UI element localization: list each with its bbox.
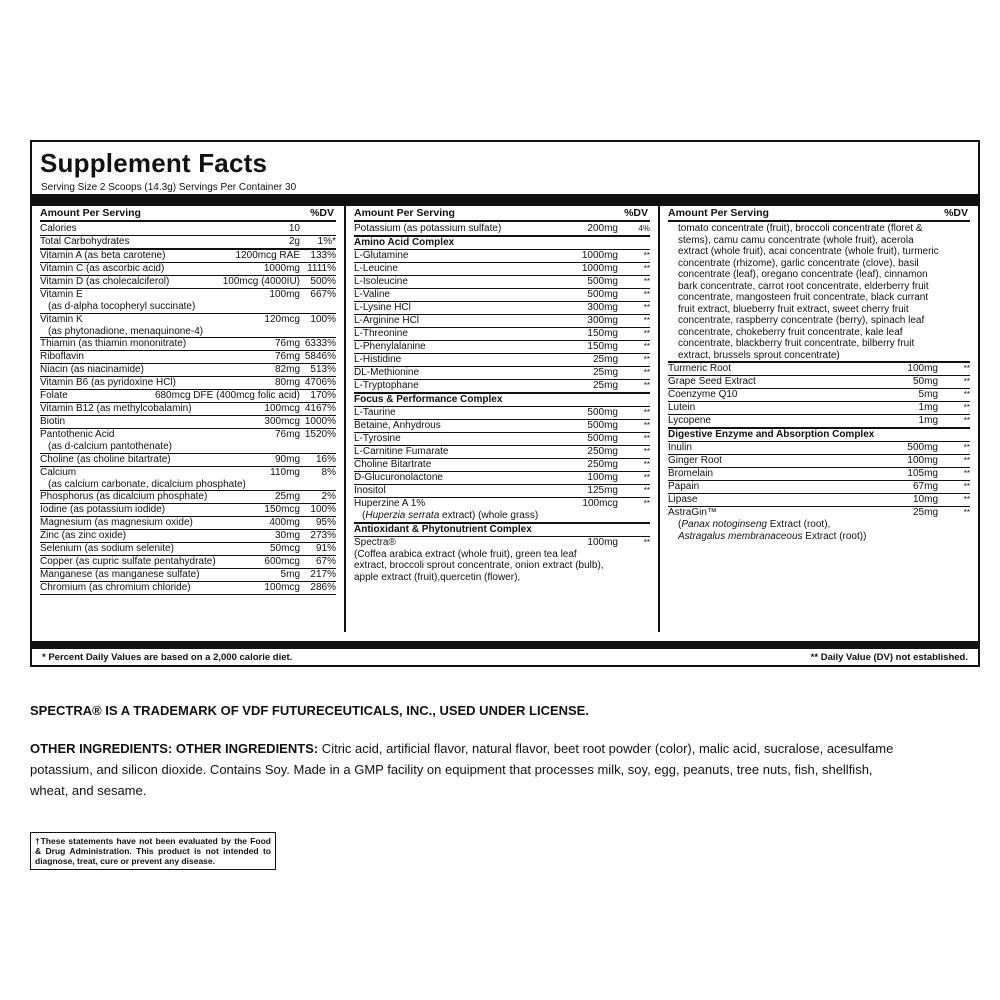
nutrient-dv: 4167% bbox=[304, 403, 336, 414]
nutrient-amount: 500mg bbox=[587, 420, 618, 431]
nutrient-row bbox=[40, 467, 336, 479]
nutrient-name: Lycopene bbox=[668, 415, 711, 426]
nutrient-amount: 100mcg bbox=[264, 403, 300, 414]
astragin-source-text-2: Extract (root)) bbox=[802, 530, 867, 542]
nutrient-name: L-Tyrosine bbox=[354, 433, 401, 444]
nutrient-dv: ** bbox=[963, 508, 970, 517]
nutrient-row bbox=[354, 498, 650, 510]
nutrient-name: Chromium (as chromium chloride) bbox=[40, 582, 191, 593]
nutrient-name: L-Histidine bbox=[354, 354, 402, 365]
panel-title: Supplement Facts bbox=[40, 148, 268, 178]
nutrient-amount: 300mcg bbox=[264, 416, 300, 427]
section-title-amino: Amino Acid Complex bbox=[354, 237, 650, 250]
nutrient-dv: 2% bbox=[321, 491, 336, 502]
nutrient-row bbox=[354, 537, 650, 549]
nutrient-name: Spectra® bbox=[354, 536, 396, 548]
nutrient-dv: 6333% bbox=[304, 338, 336, 349]
nutrient-row bbox=[40, 250, 336, 263]
nutrient-dv: ** bbox=[643, 329, 650, 338]
nutrient-dv: 133% bbox=[310, 250, 336, 261]
nutrient-row bbox=[354, 341, 650, 354]
nutrient-name: L-Phenylalanine bbox=[354, 341, 426, 352]
nutrient-name: Vitamin B6 (as pyridoxine HCl) bbox=[40, 377, 176, 388]
nutrient-name: Grape Seed Extract bbox=[668, 376, 756, 387]
nutrient-row bbox=[668, 415, 970, 429]
nutrient-dv: ** bbox=[643, 537, 650, 547]
paren-open: ( bbox=[362, 510, 366, 521]
nutrient-dv: ** bbox=[643, 251, 650, 260]
nutrient-amount: 76mg bbox=[274, 429, 300, 440]
nutrient-name: Manganese (as manganese sulfate) bbox=[40, 569, 200, 580]
amount-header: Amount Per Serving bbox=[668, 207, 769, 219]
nutrient-row bbox=[40, 314, 336, 326]
nutrient-amount: 100mcg (4000IU) bbox=[222, 276, 300, 287]
spectra-description-continued: tomato concentrate (fruit), broccoli concentrate (floret & stems), camu camu concentrate (whole fruit), acerola extract (whole fruit), acai concentrate (whole fruit), turmeric concentrate (rhizome), garlic concentrate (clove), basil concentrate (leaf), oregano concentrate (leaf), cinnamon bark concentrate, carrot root concentrate, elderberry fruit concentrate, mangosteen fruit concentrate, black currant fruit extract, blueberry fruit extract, sweet cherry fruit concentrate, raspberry concentrate (berry), spinach leaf concentrate, chokeberry fruit concentrate, kale leaf concentrate, blackberry fruit concentrate, bilberry fruit extract, brussels sprout concentrate) bbox=[668, 223, 970, 363]
nutrient-amount: 500mg bbox=[587, 276, 618, 287]
amino-rows bbox=[354, 223, 650, 583]
nutrient-row bbox=[668, 481, 970, 494]
nutrient-dv: ** bbox=[643, 460, 650, 469]
nutrient-name: Papain bbox=[668, 481, 700, 492]
section-title-focus: Focus & Performance Complex bbox=[354, 394, 650, 407]
nutrient-name: L-Lysine HCl bbox=[354, 302, 411, 313]
nutrient-dv: 1111% bbox=[307, 263, 336, 274]
nutrient-amount: 25mg bbox=[592, 380, 618, 391]
nutrient-block bbox=[40, 314, 336, 339]
nutrient-dv: ** bbox=[643, 408, 650, 417]
nutrient-amount: 150mcg bbox=[264, 504, 300, 515]
nutrient-name: Vitamin C (as ascorbic acid) bbox=[40, 263, 165, 274]
other-ingredients bbox=[30, 738, 910, 801]
nutrient-dv: 1000% bbox=[304, 416, 336, 427]
spectra-description: (Coffea arabica extract (whole fruit), green tea leaf extract, broccoli sprout concentrate, onion extract (bulb), apple extract (fruit),quercetin (flower), bbox=[354, 548, 604, 583]
nutrient-amount: 1mg bbox=[918, 402, 938, 413]
nutrient-amount: 67mg bbox=[912, 481, 938, 492]
nutrient-name: Copper (as cupric sulfate pentahydrate) bbox=[40, 556, 216, 567]
nutrient-row bbox=[40, 338, 336, 351]
nutrient-name: L-Valine bbox=[354, 289, 390, 300]
nutrient-amount: 680mcg DFE (400mcg folic acid) bbox=[154, 390, 300, 401]
nutrient-name: L-Threonine bbox=[354, 328, 408, 339]
nutrient-dv: 95% bbox=[315, 517, 336, 528]
nutrient-amount: 25mg bbox=[592, 354, 618, 365]
nutrient-dv: 170% bbox=[310, 390, 336, 401]
nutrient-block bbox=[40, 289, 336, 314]
nutrient-name: Vitamin K bbox=[40, 313, 83, 325]
nutrient-name: Vitamin B12 (as methylcobalamin) bbox=[40, 403, 192, 414]
nutrient-name: Turmeric Root bbox=[668, 363, 731, 374]
column-header bbox=[354, 206, 650, 222]
nutrient-name: Pantothenic Acid bbox=[40, 429, 115, 440]
nutrient-amount: 150mg bbox=[587, 328, 618, 339]
dv-header: %DV bbox=[944, 207, 968, 219]
digestive-rows bbox=[668, 223, 970, 542]
nutrient-dv: ** bbox=[963, 482, 970, 491]
nutrient-amount: 100mg bbox=[907, 455, 938, 466]
nutrient-amount: 120mcg bbox=[264, 313, 300, 325]
nutrient-amount: 100mg bbox=[907, 363, 938, 374]
nutrient-amount: 2g bbox=[288, 236, 300, 247]
huperzine-source bbox=[354, 510, 650, 522]
nutrient-name: Potassium (as potassium sulfate) bbox=[354, 223, 502, 234]
nutrient-row bbox=[354, 328, 650, 341]
nutrient-amount: 100mg bbox=[587, 472, 618, 483]
nutrient-row bbox=[40, 351, 336, 364]
nutrient-dv: ** bbox=[643, 368, 650, 377]
nutrient-row bbox=[668, 363, 970, 376]
nutrient-amount: 25mg bbox=[274, 491, 300, 502]
astragin-species-2: Astragalus membranaceous bbox=[678, 530, 803, 542]
nutrient-name: Vitamin A (as beta carotene) bbox=[40, 250, 166, 261]
nutrient-dv bbox=[300, 223, 336, 235]
nutrient-name: Choline Bitartrate bbox=[354, 459, 432, 470]
nutrient-amount: 10 bbox=[288, 223, 300, 234]
nutrient-row bbox=[354, 472, 650, 485]
nutrient-row bbox=[40, 556, 336, 569]
nutrient-name: Biotin bbox=[40, 416, 66, 427]
nutrient-row bbox=[354, 485, 650, 498]
nutrient-row bbox=[354, 302, 650, 315]
nutrient-name: L-Leucine bbox=[354, 263, 398, 274]
nutrient-row bbox=[668, 402, 970, 415]
huperzine-species: Huperzia serrata bbox=[365, 510, 440, 521]
nutrient-name: L-Taurine bbox=[354, 407, 396, 418]
nutrient-columns bbox=[32, 206, 978, 632]
nutrient-amount: 400mg bbox=[269, 517, 300, 528]
nutrient-dv: 8% bbox=[321, 466, 336, 478]
nutrient-name: Inulin bbox=[668, 442, 692, 453]
nutrient-dv: 4706% bbox=[304, 377, 336, 388]
nutrient-name: Phosphorus (as dicalcium phosphate) bbox=[40, 491, 208, 502]
nutrient-row bbox=[668, 507, 970, 519]
nutrient-dv: 217% bbox=[310, 569, 336, 580]
nutrient-amount: 30mg bbox=[274, 530, 300, 541]
nutrient-row bbox=[354, 407, 650, 420]
nutrient-dv: ** bbox=[643, 264, 650, 273]
nutrient-amount: 300mg bbox=[587, 302, 618, 313]
nutrient-name: L-Glutamine bbox=[354, 250, 409, 261]
nutrient-name: Ginger Root bbox=[668, 455, 722, 466]
paren-open: ( bbox=[678, 519, 682, 530]
nutrient-row bbox=[354, 354, 650, 367]
nutrient-name: DL-Methionine bbox=[354, 367, 420, 378]
serving-info: Serving Size 2 Scoops (14.3g) Servings Per Container 30 bbox=[41, 182, 297, 193]
nutrient-dv: 1520% bbox=[304, 429, 336, 440]
nutrient-amount: 50mg bbox=[912, 376, 938, 387]
column-vitamins bbox=[32, 206, 346, 632]
nutrient-source: (as d-alpha tocopheryl succinate) bbox=[48, 301, 196, 312]
nutrient-dv: 500% bbox=[310, 276, 336, 287]
nutrient-name: Thiamin (as thiamin mononitrate) bbox=[40, 338, 187, 349]
column-digestive bbox=[660, 206, 978, 632]
nutrient-amount: 125mg bbox=[587, 485, 618, 496]
nutrient-amount: 100mg bbox=[269, 289, 300, 300]
nutrient-row bbox=[40, 504, 336, 517]
nutrient-amount: 250mg bbox=[587, 446, 618, 457]
top-divider bbox=[32, 194, 978, 206]
other-ingredients-text: Citric acid, artificial flavor, natural flavor, beet root powder (color), malic acid, sucralose, acesulfame potassium, and silicon dioxide. Contains Soy. Made in a GMP facility on equipment that processes milk, soy, egg, peanuts, tree nuts, fish, shellfish, wheat, and sesame. bbox=[30, 741, 894, 798]
nutrient-name: Choline (as choline bitartrate) bbox=[40, 453, 171, 465]
nutrient-row bbox=[668, 376, 970, 389]
nutrient-name: L-Carnitine Fumarate bbox=[354, 446, 449, 457]
nutrient-dv: 667% bbox=[310, 289, 336, 300]
nutrient-amount: 50mcg bbox=[269, 543, 300, 554]
nutrient-dv: ** bbox=[643, 499, 650, 508]
nutrient-source: (as calcium carbonate, dicalcium phosphate) bbox=[48, 478, 246, 490]
nutrient-dv: ** bbox=[963, 403, 970, 412]
nutrient-dv: ** bbox=[643, 290, 650, 299]
nutrient-amount: 76mg bbox=[274, 338, 300, 349]
amount-header: Amount Per Serving bbox=[40, 207, 141, 219]
nutrient-row bbox=[40, 403, 336, 416]
nutrient-name: Niacin (as niacinamide) bbox=[40, 364, 144, 375]
nutrient-row bbox=[668, 455, 970, 468]
footnote-not-established: ** Daily Value (DV) not established. bbox=[810, 651, 968, 663]
nutrient-amount: 500mg bbox=[587, 289, 618, 300]
nutrient-row bbox=[354, 459, 650, 472]
nutrient-row bbox=[668, 442, 970, 455]
nutrient-row bbox=[40, 377, 336, 390]
nutrient-dv: ** bbox=[963, 443, 970, 452]
nutrient-name: Zinc (as zinc oxide) bbox=[40, 530, 127, 541]
nutrient-dv: ** bbox=[643, 486, 650, 495]
nutrient-amount: 25mg bbox=[912, 507, 938, 518]
nutrient-dv: ** bbox=[963, 456, 970, 465]
nutrient-name: Calories bbox=[40, 223, 77, 234]
nutrient-amount: 200mg bbox=[587, 223, 618, 234]
column-header bbox=[668, 206, 970, 222]
nutrient-name: Bromelain bbox=[668, 468, 714, 479]
fda-disclaimer: †These statements have not been evaluated by the Food & Drug Administration. This product is not intended to diagnose, treat, cure or prevent any disease. bbox=[30, 832, 276, 870]
nutrient-row bbox=[354, 433, 650, 446]
nutrient-row bbox=[40, 582, 336, 595]
nutrient-row bbox=[40, 263, 336, 276]
nutrient-dv: 5846% bbox=[304, 351, 336, 362]
nutrient-row bbox=[40, 530, 336, 543]
nutrient-row bbox=[668, 494, 970, 507]
nutrient-amount: 250mg bbox=[587, 459, 618, 470]
dv-header: %DV bbox=[624, 207, 648, 219]
nutrient-name: Vitamin D (as cholecalciferol) bbox=[40, 276, 170, 287]
astragin-source-1 bbox=[668, 519, 970, 531]
nutrient-row bbox=[354, 223, 650, 237]
nutrient-row bbox=[354, 315, 650, 328]
nutrient-dv: 67% bbox=[315, 556, 336, 567]
nutrient-name: L-Arginine HCl bbox=[354, 315, 420, 326]
huperzine-source-text: extract) (whole grass) bbox=[439, 510, 539, 521]
nutrient-dv: ** bbox=[643, 316, 650, 325]
nutrient-amount: 100mcg bbox=[582, 498, 618, 509]
nutrient-name: Betaine, Anhydrous bbox=[354, 420, 441, 431]
nutrient-name: L-Isoleucine bbox=[354, 276, 408, 287]
nutrient-dv: ** bbox=[963, 416, 970, 425]
nutrient-name: Selenium (as sodium selenite) bbox=[40, 543, 174, 554]
nutrient-block bbox=[40, 429, 336, 454]
nutrient-amount: 105mg bbox=[907, 468, 938, 479]
nutrient-dv: ** bbox=[643, 277, 650, 286]
nutrient-dv: ** bbox=[643, 421, 650, 430]
nutrient-row bbox=[40, 289, 336, 301]
nutrient-dv: ** bbox=[963, 364, 970, 373]
nutrient-name: Calcium bbox=[40, 466, 77, 478]
nutrient-amount: 1000mg bbox=[581, 250, 618, 261]
nutrient-dv: ** bbox=[643, 447, 650, 456]
nutrient-row bbox=[40, 236, 336, 250]
footnote-dv: * Percent Daily Values are based on a 2,000 calorie diet. bbox=[42, 651, 293, 663]
nutrient-amount: 25mg bbox=[592, 367, 618, 378]
nutrient-amount: 82mg bbox=[274, 364, 300, 375]
nutrient-block bbox=[40, 467, 336, 492]
nutrient-row bbox=[40, 517, 336, 530]
section-title-digestive: Digestive Enzyme and Absorption Complex bbox=[668, 429, 970, 442]
nutrient-dv: ** bbox=[643, 303, 650, 312]
nutrient-dv: 286% bbox=[310, 582, 336, 593]
nutrient-dv: ** bbox=[643, 355, 650, 364]
astragin-species-1: Panax notoginseng bbox=[681, 519, 767, 530]
nutrient-amount: 500mg bbox=[587, 407, 618, 418]
trademark-notice: SPECTRA® IS A TRADEMARK OF VDF FUTURECEUTICALS, INC., USED UNDER LICENSE. bbox=[30, 703, 589, 718]
nutrient-amount: 76mg bbox=[274, 351, 300, 362]
nutrient-dv: 16% bbox=[315, 453, 336, 465]
nutrient-dv: 100% bbox=[310, 313, 336, 325]
nutrient-name: Lutein bbox=[668, 402, 696, 413]
nutrient-dv: 1%* bbox=[317, 236, 336, 247]
column-header bbox=[40, 206, 336, 222]
nutrient-dv: ** bbox=[643, 342, 650, 351]
dv-header: %DV bbox=[310, 207, 334, 219]
vitamin-rows bbox=[40, 223, 336, 595]
nutrient-name: Folate bbox=[40, 390, 68, 401]
nutrient-row bbox=[40, 429, 336, 441]
nutrient-dv: 273% bbox=[310, 530, 336, 541]
nutrient-row bbox=[40, 454, 336, 467]
nutrient-amount: 1000mg bbox=[581, 263, 618, 274]
nutrient-dv: ** bbox=[963, 469, 970, 478]
nutrient-name: D-Glucuronolactone bbox=[354, 472, 443, 483]
huperzine-block bbox=[354, 498, 650, 524]
nutrient-name: AstraGin™ bbox=[668, 507, 717, 518]
nutrient-amount: 10mg bbox=[912, 494, 938, 505]
amount-header: Amount Per Serving bbox=[354, 207, 455, 219]
astragin-source-2 bbox=[668, 531, 970, 543]
nutrient-row bbox=[354, 250, 650, 263]
nutrient-dv: ** bbox=[963, 495, 970, 504]
nutrient-dv: 91% bbox=[315, 543, 336, 554]
column-amino bbox=[346, 206, 660, 632]
section-title-antioxidant: Antioxidant & Phytonutrient Complex bbox=[354, 524, 650, 537]
nutrient-source: (as phytonadione, menaquinone-4) bbox=[48, 325, 204, 337]
nutrient-dv: ** bbox=[643, 473, 650, 482]
nutrient-row bbox=[40, 491, 336, 504]
nutrient-amount: 5mg bbox=[280, 569, 300, 580]
nutrient-dv: 100% bbox=[310, 504, 336, 515]
other-ingredients-label: OTHER INGREDIENTS: OTHER INGREDIENTS: bbox=[30, 741, 319, 756]
nutrient-name: Riboflavin bbox=[40, 351, 84, 362]
nutrient-name: Lipase bbox=[668, 494, 698, 505]
nutrient-amount: 500mg bbox=[587, 433, 618, 444]
nutrient-row bbox=[40, 569, 336, 582]
nutrient-name: Total Carbohydrates bbox=[40, 236, 130, 247]
supplement-facts-panel bbox=[30, 140, 980, 667]
nutrient-amount: 5mg bbox=[918, 389, 938, 400]
nutrient-row bbox=[40, 223, 336, 236]
nutrient-row bbox=[354, 263, 650, 276]
nutrient-amount: 1000mg bbox=[263, 263, 300, 274]
nutrient-row bbox=[354, 380, 650, 394]
nutrient-amount: 110mg bbox=[270, 466, 300, 478]
nutrient-name: L-Tryptophane bbox=[354, 380, 419, 391]
nutrient-name: Iodine (as potassium iodide) bbox=[40, 504, 166, 515]
nutrient-row bbox=[40, 390, 336, 403]
nutrient-dv: ** bbox=[643, 381, 650, 390]
nutrient-row bbox=[40, 364, 336, 377]
nutrient-amount: 1200mcg RAE bbox=[235, 250, 300, 261]
nutrient-source: (as d-calcium pantothenate) bbox=[48, 441, 172, 452]
nutrient-dv: 513% bbox=[310, 364, 336, 375]
nutrient-amount: 1mg bbox=[918, 415, 938, 426]
nutrient-dv: ** bbox=[963, 390, 970, 399]
nutrient-row bbox=[668, 468, 970, 481]
nutrient-row bbox=[354, 446, 650, 459]
nutrient-amount: 90mg bbox=[274, 453, 300, 465]
nutrient-name: Magnesium (as magnesium oxide) bbox=[40, 517, 193, 528]
nutrient-row bbox=[354, 276, 650, 289]
nutrient-row bbox=[354, 420, 650, 433]
nutrient-row bbox=[40, 276, 336, 289]
nutrient-name: Coenzyme Q10 bbox=[668, 389, 738, 400]
nutrient-amount: 150mg bbox=[587, 341, 618, 352]
nutrient-amount: 100mcg bbox=[264, 582, 300, 593]
nutrient-row bbox=[40, 416, 336, 429]
nutrient-name: Huperzine A 1% bbox=[354, 498, 426, 509]
nutrient-amount: 100mg bbox=[587, 536, 618, 548]
nutrient-row bbox=[668, 389, 970, 402]
panel-footer bbox=[32, 641, 978, 665]
nutrient-amount: 500mg bbox=[907, 442, 938, 453]
astragin-source-text-1: Extract (root), bbox=[766, 519, 831, 530]
nutrient-name: Inositol bbox=[354, 485, 386, 496]
nutrient-dv: 4% bbox=[638, 224, 650, 233]
nutrient-amount: 600mcg bbox=[264, 556, 300, 567]
nutrient-row bbox=[354, 289, 650, 302]
nutrient-row bbox=[40, 543, 336, 556]
nutrient-dv: ** bbox=[643, 434, 650, 443]
nutrient-name: Vitamin E bbox=[40, 289, 83, 300]
nutrient-amount: 300mg bbox=[587, 315, 618, 326]
nutrient-amount: 80mg bbox=[274, 377, 300, 388]
nutrient-dv: ** bbox=[963, 377, 970, 386]
nutrient-row bbox=[354, 367, 650, 380]
